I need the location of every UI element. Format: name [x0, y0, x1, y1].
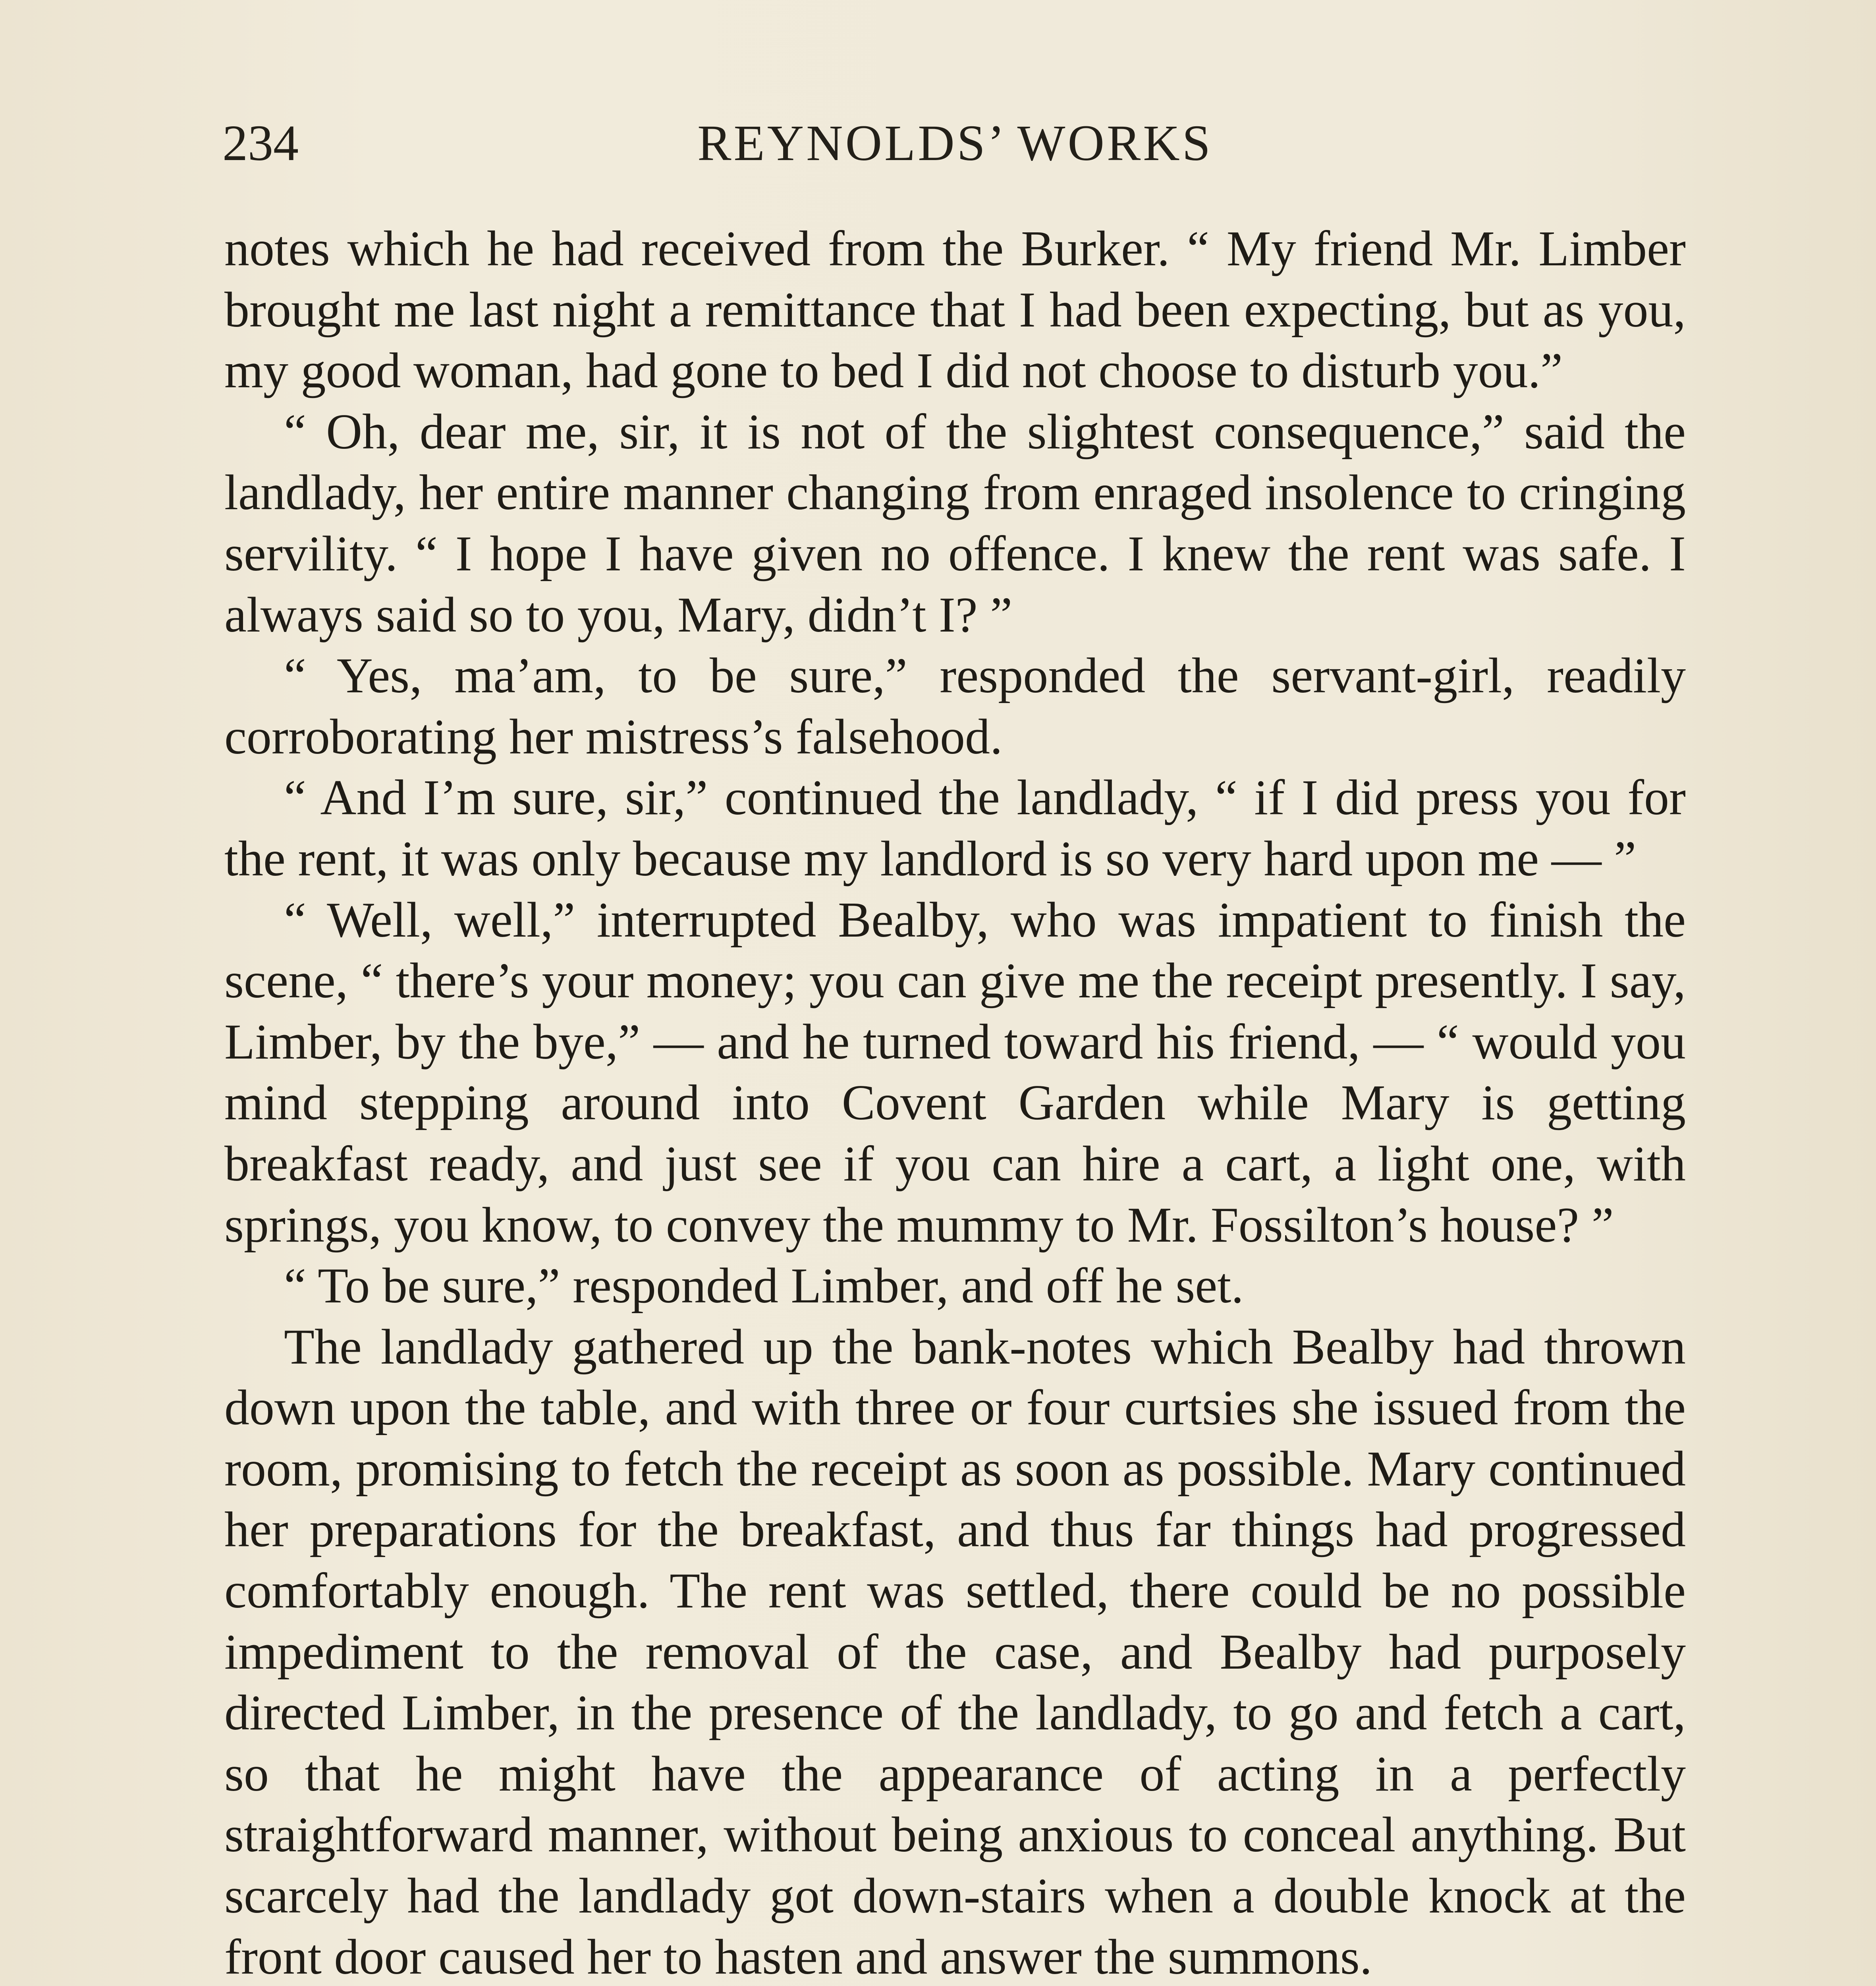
paragraph-landlady-apology: “ Oh, dear me, sir, it is not of the slightest consequence,” said the landlady, her entire manner changing from enraged insolence to cringing servility. “ I hope I have given no offence. I knew the rent was safe. I always said so to you, Mary, didn’t I? ”	[224, 404, 1686, 643]
running-title: REYNOLDS’ WORKS	[697, 115, 1213, 171]
paragraph-limber-sets-off: “ To be sure,” responded Limber, and off he set.	[284, 1258, 1244, 1314]
paragraph-continued: notes which he had received from the Burker. “ My friend Mr. Limber brought me last night a remittance that I had been expecting, but as you, my good woman, had gone to bed I did not choose to disturb you.”	[224, 221, 1686, 399]
paragraph-landlady-gathers-notes: The landlady gathered up the bank-notes which Bealby had thrown down upon the table, and with three or four curtsies she issued from the room, promising to fetch the receipt as soon as possible. Mary continued her preparations for the breakfast, and thus far things had progressed comfortably enough. The rent was settled, there could be no possible impediment to the removal of the case, and Bealby had purposely directed Limber, in the presence of the landlady, to go and fetch a cart, so that he might have the appearance of acting in a perfectly straightforward manner, without being anxious to conceal anything. But scarcely had the landlady got down-stairs when a double knock at the front door caused her to hasten and answer the summons.	[224, 1319, 1686, 1985]
body-text	[224, 218, 1686, 1986]
paragraph-landlady-rent: “ And I’m sure, sir,” continued the landlady, “ if I did press you for the rent, it was only because my landlord is so very hard upon me — ”	[224, 770, 1686, 887]
paragraph-bealby-cart: “ Well, well,” interrupted Bealby, who was impatient to finish the scene, “ there’s your money; you can give me the receipt presently. I say, Limber, by the bye,” — and he turned toward his friend, — “ would you mind stepping around into Covent Garden while Mary is getting breakfast ready, and just see if you can hire a cart, a light one, with springs, you know, to convey the mummy to Mr. Fossilton’s house? ”	[224, 892, 1686, 1253]
page-header	[222, 107, 1688, 179]
paragraph-servant-reply: “ Yes, ma’am, to be sure,” responded the servant-girl, readily corroborating her mistress’s falsehood.	[224, 648, 1686, 765]
page-number: 234	[222, 115, 299, 171]
